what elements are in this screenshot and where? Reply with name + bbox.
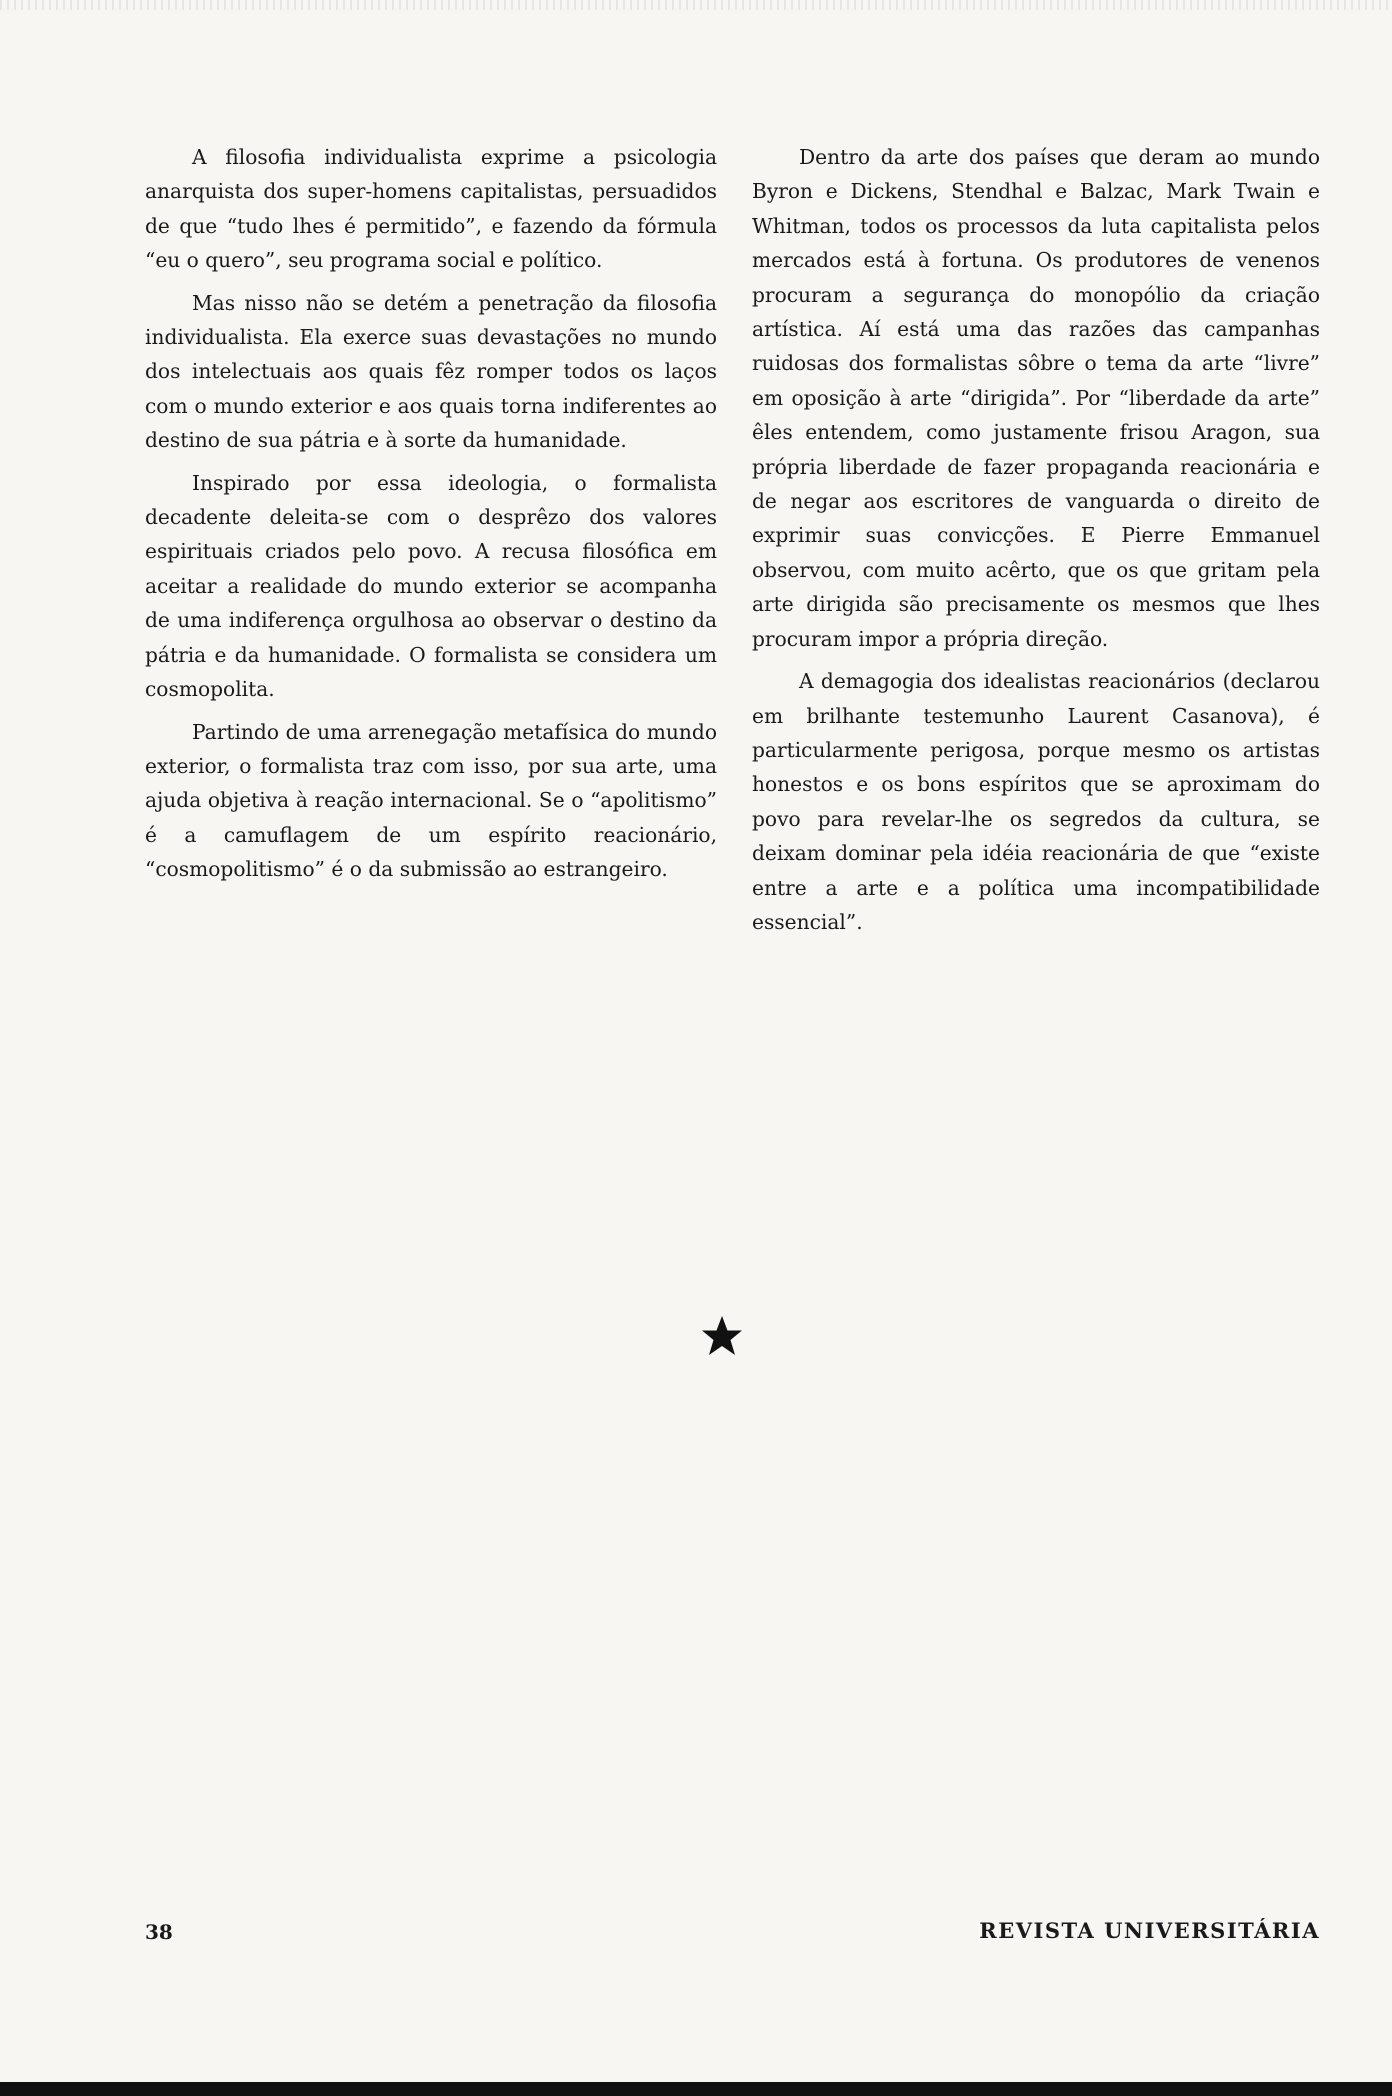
left-paragraph-1: A filosofia individualista exprime a psicologia anarquista dos super-homens capitalistas, persuadidos de que “tudo lhes é permitido”, e fazendo da fórmula “eu o quero”, seu programa social e político. xyxy=(145,145,717,273)
publication-title: REVISTA UNIVERSITÁRIA xyxy=(979,1918,1320,1943)
scan-bottom-edge xyxy=(0,2082,1392,2096)
star-icon xyxy=(700,1314,744,1358)
right-paragraph-2: A demagogia dos idealistas reacionários (declarou em brilhante testemunho Laurent Casanova), é particularmente perigosa, porque mesmo os artistas honestos e os bons espíritos que se aproximam do povo para revelar-lhe os segredos da cultura, se deixam dominar pela idéia reacionária de que “existe entre a arte e a política uma incompatibilidade essencial”. xyxy=(752,669,1320,934)
left-paragraph-4: Partindo de uma arrenegação metafísica do mundo exterior, o formalista traz com isso, por sua arte, uma ajuda objetiva à reação internacional. Se o “apolitismo” é a camuflagem de um espírito reacionário, “cosmopolitismo” é o da submissão ao estrangeiro. xyxy=(145,719,717,882)
page-number: 38 xyxy=(145,1920,173,1944)
right-column xyxy=(752,140,1320,947)
left-paragraph-2: Mas nisso não se detém a penetração da filosofia individualista. Ela exerce suas devastações no mundo dos intelectuais aos quais fêz romper todos os laços com o mundo exterior e aos quais torna indiferentes ao destino de sua pátria e à sorte da humanidade. xyxy=(145,290,717,453)
left-paragraph-3: Inspirado por essa ideologia, o formalista decadente deleita-se com o desprêzo dos valores espirituais criados pelo povo. A recusa filosófica em aceitar a realidade do mundo exterior se acompanha de uma indiferença orgulhosa ao observar o destino da pátria e da humanidade. O formalista se considera um cosmopolita. xyxy=(145,470,717,702)
scan-edge-noise xyxy=(0,0,1392,10)
left-column xyxy=(145,140,717,895)
right-paragraph-1: Dentro da arte dos países que deram ao mundo Byron e Dickens, Stendhal e Balzac, Mark Twain e Whitman, todos os processos da luta capitalista pelos mercados está à fortuna. Os produtores de venenos procuram a segurança do monopólio da criação artística. Aí está uma das razões das campanhas ruidosas dos formalistas sôbre o tema da arte “livre” em oposição à arte “dirigida”. Por “liberdade da arte” êles entendem, como justamente frisou Aragon, sua própria liberdade de fazer propaganda reacionária e de negar aos escritores de vanguarda o direito de exprimir suas convicções. E Pierre Emmanuel observou, com muito acêrto, que os que gritam pela arte dirigida são precisamente os mesmos que lhes procuram impor a própria direção. xyxy=(752,145,1320,651)
